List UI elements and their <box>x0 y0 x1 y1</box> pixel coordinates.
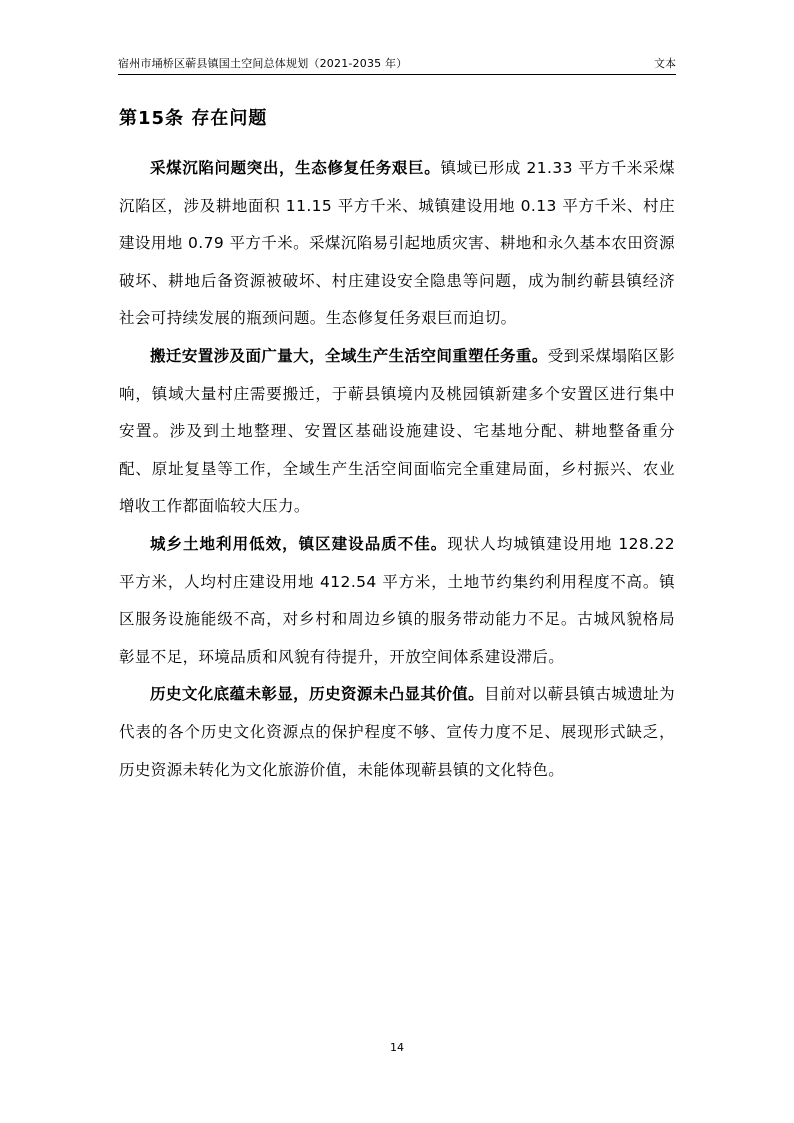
paragraph-lead: 城乡土地利用低效，镇区建设品质不佳。 <box>150 534 448 553</box>
paragraph-heritage <box>119 676 675 789</box>
paragraph-lead: 搬迁安置涉及面广量大，全域生产生活空间重塑任务重。 <box>150 346 548 365</box>
page-header <box>118 52 676 75</box>
paragraph-land-use <box>119 526 675 676</box>
paragraph-lead: 历史文化底蕴未彰显，历史资源未凸显其价值。 <box>150 685 485 704</box>
page-number: 14 <box>390 1041 404 1054</box>
paragraph-text: 现状人均城镇建设用地 128.22 平方米，人均村庄建设用地 412.54 平方米，土地节约集约利用程度不高。镇区服务设施能级不高，对乡村和周边乡镇的服务带动能力不足。古城风貌格局彰显不足，环境品质和风貌有待提升，开放空间体系建设滞后。 <box>119 534 676 666</box>
article-heading: 第15条 存在问题 <box>119 108 268 129</box>
paragraph-text: 目前对以蕲县镇古城遗址为代表的各个历史文化资源点的保护程度不够、宣传力度不足、展现形式缺乏，历史资源未转化为文化旅游价值，未能体现蕲县镇的文化特色。 <box>119 685 675 779</box>
section-label: 文本 <box>654 57 676 70</box>
paragraph-lead: 采煤沉陷问题突出，生态修复任务艰巨。 <box>150 159 441 177</box>
document-title: 宿州市埇桥区蕲县镇国土空间总体规划（2021-2035 年） <box>118 57 408 70</box>
paragraph-text: 受到采煤塌陷区影响，镇域大量村庄需要搬迁，于蕲县镇境内及桃园镇新建多个安置区进行集中安置。涉及到土地整理、安置区基础设施建设、宅基地分配、耕地整备重分配、原址复垦等工作，全域生产生活空间面临完全重建局面，乡村振兴、农业增收工作都面临较大压力。 <box>119 346 675 516</box>
paragraph-relocation <box>119 338 675 526</box>
article-body <box>119 150 675 789</box>
paragraph-subsidence <box>119 150 675 338</box>
paragraph-text: 镇域已形成 21.33 平方千米采煤沉陷区，涉及耕地面积 11.15 平方千米、城镇建设用地 0.13 平方千米、村庄建设用地 0.79 平方千米。采煤沉陷易引起地质灾害、耕地和永久基本农田资源破坏、耕地后备资源被破坏、村庄建设安全隐患等问题，成为制约蕲县镇经济社会可持续发展的瓶颈问题。生态修复任务艰巨而迫切。 <box>119 159 676 328</box>
